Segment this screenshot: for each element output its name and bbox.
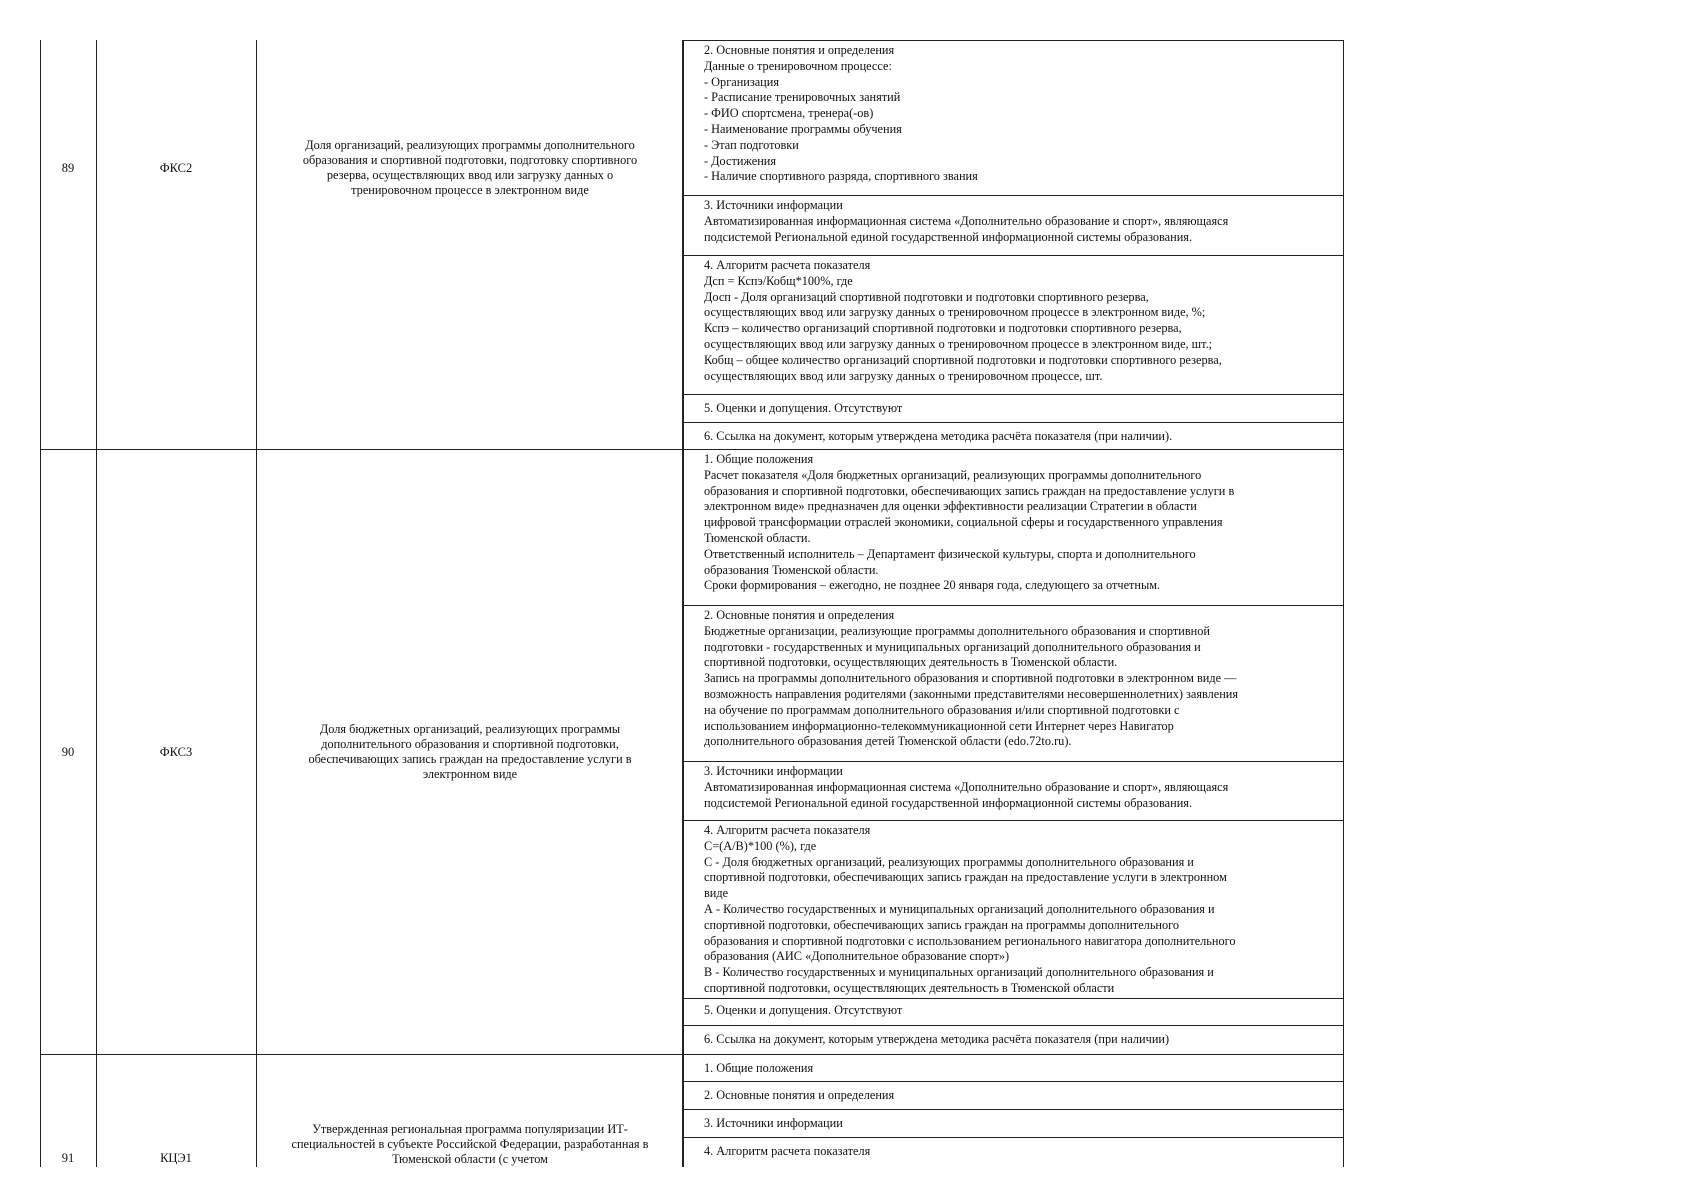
section-concepts: 2. Основные понятия и определения Бюджетные организации, реализующие программы дополнительного образования и спортивной подготовки - государственных и муниципальных организаций дополнительного образования и спортивной подготовки, осуществляющих деятельность в Тюменской области. Запись на программы дополнительного образования и спортивной подготовки в электронном виде — возможность направления родителями (законными представителями несовершеннолетних) заявления на обучение по программам дополнительного образования и/или спортивной подготовки с использованием информационно-телекоммуникационной сети Интернет через Навигатор дополнительного образования детей Тюменской области (edo.72to.ru). (683, 605, 1344, 762)
section-general: 1. Общие положения Расчет показателя «Доля бюджетных организаций, реализующих программы дополнительного образования и спортивной подготовки, обеспечивающих запись граждан на предоставление услуги в электронном виде» предназначен для оценки эффективности реализации Стратегии в области цифровой трансформации отраслей экономики, социальной сферы и государственного управления Тюменской области. Ответственный исполнитель – Департамент физической культуры, спорта и дополнительного образования Тюменской области. Сроки формирования – ежегодно, не позднее 20 января года, следующего за отчетным. (683, 449, 1344, 606)
section-concepts: 2. Основные понятия и определения Данные о тренировочном процессе: - Организация - Расписание тренировочных занятий - ФИО спортсмена, тренера(-ов) - Наименование программы обучения - Этап подготовки - Достижения - Наличие спортивного разряда, спортивного звания (683, 40, 1344, 196)
section-algorithm: 4. Алгоритм расчета показателя (683, 1137, 1344, 1167)
indicator-code: ФКС2 (159, 161, 193, 175)
section-assumptions: 5. Оценки и допущения. Отсутствуют (683, 394, 1344, 423)
row-number: 91 (61, 1151, 75, 1165)
section-assumptions: 5. Оценки и допущения. Отсутствуют (683, 998, 1344, 1026)
section-sources: 3. Источники информации (683, 1109, 1344, 1138)
section-sources: 3. Источники информации Автоматизированная информационная система «Дополнительно образование и спорт», являющаяся подсистемой Региональной единой государственной информационной системы образования. (683, 195, 1344, 256)
row-separator (40, 449, 682, 450)
column-divider-code (256, 40, 257, 1167)
indicator-name: Доля организаций, реализующих программы дополнительного образования и спортивной подготовки, подготовку спортивного резерва, осуществляющих ввод или загрузку данных о тренировочном процессе в электронном виде (302, 138, 638, 197)
indicator-name: Доля бюджетных организаций, реализующих программы дополнительного образования и спортивной подготовки, обеспечивающих запись граждан на предоставление услуги в электронном виде (308, 722, 632, 781)
column-divider-number (96, 40, 97, 1167)
indicator-code: КЦЭ1 (160, 1151, 192, 1165)
row-separator (40, 1054, 682, 1055)
indicator-code: ФКС3 (159, 745, 193, 759)
row-number: 90 (61, 745, 75, 759)
table-border-left (40, 40, 41, 1167)
section-document-link: 6. Ссылка на документ, которым утверждена методика расчёта показателя (при наличии). (683, 422, 1344, 450)
section-algorithm: 4. Алгоритм расчета показателя Дсп = Кспэ/Кобщ*100%, где Досп - Доля организаций спортивной подготовки и подготовки спортивного резерва, осуществляющих ввод или загрузку данных о тренировочном процессе в электронном виде, %; Кспэ – количество организаций спортивной подготовки и подготовки спортивного резерва, осуществляющих ввод или загрузку данных о тренировочном процессе в электронном виде, шт.; Кобщ – общее количество организаций спортивной подготовки и подготовки спортивного резерва, осуществляющих ввод или загрузку данных о тренировочном процессе, шт. (683, 255, 1344, 395)
section-concepts: 2. Основные понятия и определения (683, 1081, 1344, 1110)
indicator-name: Утвержденная региональная программа популяризации ИТ- специальностей в субъекте Российской Федерации, разработанная в Тюменской области (с учетом (291, 1122, 649, 1166)
section-general: 1. Общие положения (683, 1054, 1344, 1082)
row-number: 89 (61, 161, 75, 175)
section-document-link: 6. Ссылка на документ, которым утверждена методика расчёта показателя (при наличии) (683, 1025, 1344, 1055)
section-sources: 3. Источники информации Автоматизированная информационная система «Дополнительно образование и спорт», являющаяся подсистемой Региональной единой государственной информационной системы образования. (683, 761, 1344, 821)
section-algorithm: 4. Алгоритм расчета показателя С=(А/В)*100 (%), где С - Доля бюджетных организаций, реализующих программы дополнительного образования и спортивной подготовки, обеспечивающих запись граждан на предоставление услуги в электронном виде А - Количество государственных и муниципальных организаций дополнительного образования и спортивной подготовки, обеспечивающих запись граждан на программы дополнительного образования и спортивной подготовки с использованием регионального навигатора дополнительного образования (АИС «Дополнительное образование спорт») В - Количество государственных и муниципальных организаций дополнительного образования и спортивной подготовки, осуществляющих деятельность в Тюменской области (683, 820, 1344, 999)
